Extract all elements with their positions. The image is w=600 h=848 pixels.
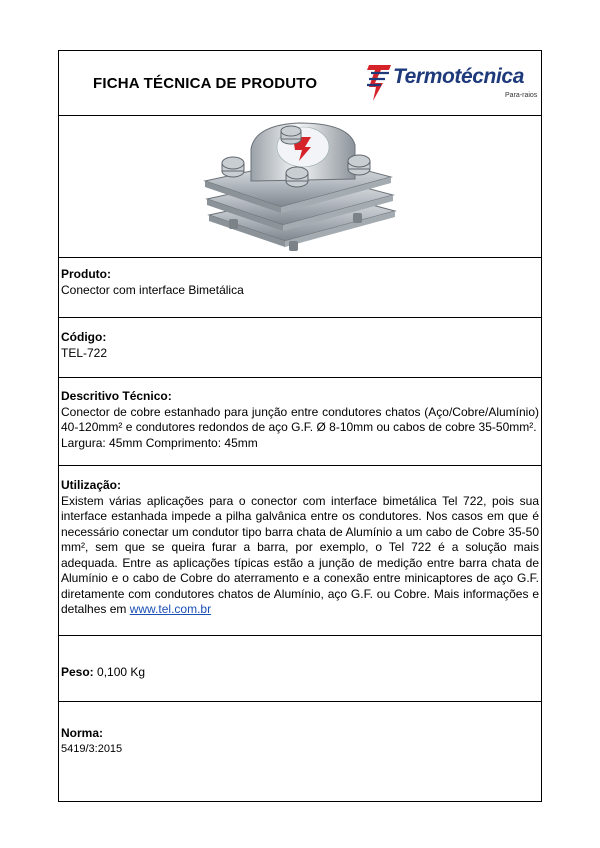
brand-subtitle: Para-raios <box>505 92 538 99</box>
utilizacao-label: Utilização: <box>61 478 122 492</box>
website-link[interactable]: www.tel.com.br <box>129 602 212 616</box>
codigo-label: Código: <box>61 330 107 344</box>
brand-name: Termotécnica <box>393 65 524 88</box>
divider <box>59 465 541 466</box>
norma-section <box>61 726 539 757</box>
brand-logo[interactable] <box>365 61 541 105</box>
spec-sheet-frame <box>58 50 542 802</box>
connector-product-photo <box>199 119 399 255</box>
produto-section <box>61 267 539 298</box>
divider <box>59 115 541 116</box>
produto-label: Produto: <box>61 267 111 281</box>
norma-value: 5419/3:2015 <box>61 742 123 755</box>
codigo-section <box>61 330 539 361</box>
divider <box>59 635 541 636</box>
divider <box>59 257 541 258</box>
peso-label: Peso: <box>61 665 94 679</box>
descritivo-value: Conector de cobre estanhado para junção entre condutores chatos (Aço/Cobre/Alumínio) 40-120mm² e condutores redondos de aço G.F. Ø 8-10mm ou cabos de cobre 35-50mm². <box>61 404 539 434</box>
utilizacao-section <box>61 478 539 618</box>
divider <box>59 377 541 378</box>
page-title: FICHA TÉCNICA DE PRODUTO <box>93 75 318 92</box>
peso-value: 0,100 Kg <box>93 665 146 679</box>
peso-section <box>61 665 539 681</box>
produto-value: Conector com interface Bimetálica <box>61 282 244 297</box>
divider <box>59 701 541 702</box>
descritivo-label: Descritivo Técnico: <box>61 389 172 403</box>
descritivo-dimensions: Largura: 45mm Comprimento: 45mm <box>61 435 258 450</box>
tel-logo-icon <box>365 61 395 103</box>
divider <box>59 317 541 318</box>
codigo-value: TEL-722 <box>61 345 108 360</box>
utilizacao-value: Existem várias aplicações para o conector com interface bimetálica Tel 722, pois sua interface estanhada impede a pilha galvânica entre os condutores. Nos casos em que é necessário conectar um condutor tipo barra chata de Alumínio a um cabo de Cobre 35-50 mm², sem que se queira furar a barra, por exemplo, o Tel 722 é a solução mais adequada. Entre as aplicações típicas estão a junção de medição entre barra chata de Alumínio e o cabo de Cobre do aterramento e a conexão entre minicaptores de aço G.F. diretamente com condutores chatos de Alumínio, aço G.F. ou Cobre. Mais informações e detalhes em <box>61 493 539 616</box>
norma-label: Norma: <box>61 726 104 740</box>
descritivo-section <box>61 389 539 451</box>
